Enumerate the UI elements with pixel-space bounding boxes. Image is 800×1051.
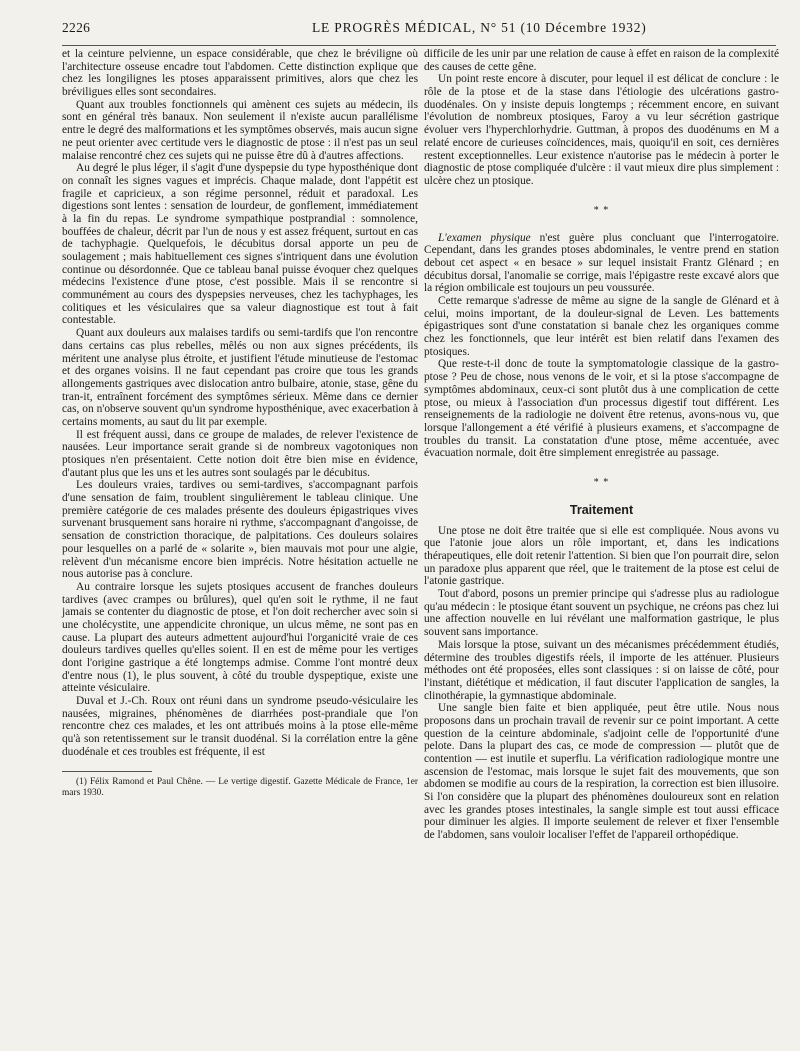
section-heading: Traitement [569,502,634,517]
paragraph: Mais lorsque la ptose, suivant un des mécanismes précédemment étudiés, détermine des troubles digestifs réels, il importe de les atténuer. Plusieurs méthodes ont été proposées, elles sont classiques : si on laisse de côté, pour l'instant, diététique et médication, il faut discuter l'application de sangles, la clinothérapie, la gymnastique abdominale. [424,638,779,702]
header-rule [62,45,776,46]
paragraph: et la ceinture pelvienne, un espace considérable, que chez le bréviligne où l'architecture osseuse encadre tout l'abdomen. Cette distinction explique que chez les longilignes les ptoses apparaissent primitives, alors que chez les bréviligues elles sont secondaires. [62,48,418,99]
paragraph: Au contraire lorsque les sujets ptosiques accusent de franches douleurs tardives (avec crampes ou brûlures), quel qu'en soit le rythme, il ne faut jamais se contenter du diagnostic de ptose, et l'on doit rechercher avec soin si une cholécystite, une appendicite chronique, un ulcus même, ne sont pas en cause. La plupart des auteurs admettent aujourd'hui l'organicité vraie de ces douleurs tardives quelles qu'elles soient. Il en est de même pour les vertiges dont l'origine gastrique a été longtemps admise. Comme l'ont montré deux d'entre nous (1), le plus souvent, à côté du trouble dyspeptique, existe une atteinte vésiculaire. [62,580,418,695]
section-separator: * * [593,476,610,488]
paragraph: Au degré le plus léger, il s'agit d'une dyspepsie du type hyposthénique dont on connaît les signes vagues et imprécis. Chaque malade, dont l'appétit est fragile et capricieux, a son régime personnel, réduit et paradoxal. Les digestions sont lentes : sensation de lourdeur, de gonflement, immédiatement à la fin du repas. Le syndrome sympathique postprandial : somnolence, bouffées de chaleur, décrit par l'un de nous y est assez fréquent, surtout en cas de tachyphagie. Quelquefois, le décubitus dorsal apporte un peu de soulagement ; mais habituellement ces signes s'intriquent dans une évolution continue ou désordonnée. Que ce tableau banal puisse évoquer chez quelques médecins l'existence d'une ptose, c'est possible. Mais il se rencontre si communément au cours des dyspepsies nerveuses, chez les tachyphages, les colitiques et les vésiculaires que sa valeur diagnostique est tout à fait contestable. [62,162,418,327]
paragraph: Tout d'abord, posons un premier principe qui s'adresse plus au radiologue qu'au médecin : le ptosique étant souvent un psychique, ne créons pas chez lui une affection nouvelle en lui révélant une malformation gastrique, le plus souvent sans importance. [424,588,779,639]
paragraph-text: n'est guère plus concluant que l'interrogatoire. Cependant, dans les grandes ptoses abdominales, le ventre prend en station debout cet aspect « en besace » sur lequel insistait Frantz Glénard ; en décubitus dorsal, l'anomalie se corrige, mais l'épigastre reste excavé alors que la région ombilicale est toujours un peu voussurée. [424,231,779,295]
paragraph: Cette remarque s'adresse de même au signe de la sangle de Glénard et à celui, moins important, de la douleur-signal de Leven. Les battements épigastriques sont d'une constatation si banale chez les organiques comme chez les fonctionnels, que leur intérêt est bien relatif dans l'examen des ptosiques. [424,295,779,358]
section-separator: * * [593,204,610,216]
italic-lead: L'examen physique [438,231,531,244]
paragraph: Quant aux douleurs aux malaises tardifs ou semi-tardifs que l'on rencontre dans certains cas plus rebelles, mêlés ou non aux signes précédents, ils méritent une analyse plus étroite, et justifient l'étude minutieuse de l'estomac et des organes voisins. Il ne faut cependant pas croire que tous les grands allongements gastriques avec dislocation antro bulbaire, atonie, stase, gêne du tran-it, entraînent forcément des symptômes sérieux. Même dans ce dernier cas, on n'observe souvent qu'un syndrome hyposthénique, avec exacerbation à certains moments, au saut du lit par exemple. [62,327,418,428]
footnote-rule [62,771,152,772]
paragraph: Que reste-t-il donc de toute la symptomatologie classique de la gastro-ptose ? Peu de chose, nous venons de le voir, et si la ptose s'accompagne de symptômes abdominaux, ceux-ci sont plutôt dus à une complication de cette ptose, ou mieux à l'association d'un processus digestif tout différent. Les renseignements de la radiologie ne doivent être retenus, avons-nous vu, que lorsque l'allongement a été vérifié à plusieurs examens, et s'accompagne de troubles du transit. La constatation d'une ptose, même accentuée, avec évacuation normale, doit être simplement enregistrée au passage. [424,358,779,460]
page-number: 2226 [62,20,91,35]
running-title: LE PROGRÈS MÉDICAL, N° 51 (10 Décembre 1932) [312,20,647,35]
paragraph [424,232,779,295]
paragraph: Les douleurs vraies, tardives ou semi-tardives, s'accompagnant parfois d'une sensation de faim, troublent singulièrement le tableau clinique. Une première catégorie de ces malades présente des douleurs épigastriques vives survenant brusquement sans horaire ni rythme, s'accompagnant d'angoisse, de sensation de constriction thoracique, de palpitations. Ces douleurs solaires pour lesquelles on a parlé de « solarite », bien mauvais mot pour une algie, relèvent d'un mécanisme encore bien imprécis. Notre hésitation actuelle ne nous autorise pas à conclure. [62,479,418,581]
paragraph: Il est fréquent aussi, dans ce groupe de malades, de relever l'existence de nausées. Leur importance serait grande si de nombreux vagotoniques non ptosiques n'en présentaient. Cette notion doit être bien mise en évidence, d'autant plus que les uns et les autres sont soulagés par le décubitus. [62,428,418,479]
paragraph: Un point reste encore à discuter, pour lequel il est délicat de conclure : le rôle de la ptose et de la stase dans l'étiologie des ulcérations gastro-duodénales. On y insiste depuis longtemps ; récemment encore, en suivant l'évolution de nombreux ptosiques, Faroy a vu leur sécrétion gastrique évoluer vers l'hyperchlorhydrie. Guttman, à propos des duodénums en M a relaté encore de curieuses coïncidences, mais, quoiqu'il en soit, ces dernières restent exceptionnelles. Leur existence n'autorise pas le médecin à porter le diagnostic de ptose compliquée d'ulcère : il vaut mieux dire plus simplement : ulcère chez un ptosique. [424,73,779,187]
right-column [424,48,779,842]
paragraph: Une ptose ne doit être traitée que si elle est compliquée. Nous avons vu que l'atonie joue alors un rôle important, et, dans les indications thérapeutiques, elle doit retenir l'attention. Si bien que l'on pourrait dire, selon un paradoxe plus apparent que réel, que le traitement de la ptose est celui de l'atonie gastrique. [424,524,779,588]
paragraph: Quant aux troubles fonctionnels qui amènent ces sujets au médecin, ils sont en général très banaux. Non seulement il n'existe aucun parallélisme entre le degré des malformations et les symptômes observés, mais aucun signe ne peut orienter avec certitude vers le diagnostic de ptose : il n'est pas un seul malaise rencontré chez ces sujets qui ne puisse être dû à d'autres affections. [62,98,418,162]
paragraph: Duval et J.-Ch. Roux ont réuni dans un syndrome pseudo-vésiculaire les nausées, migraines, phénomènes de diarrhées post-prandiale que l'on rencontre chez ces malades, et les ont attribués moins à la ptose elle-même qu'à son retentissement sur le transit duodénal. Si la corrélation entre la gêne duodénale et ces troubles est fréquente, il est [62,695,418,758]
footnote: (1) Félix Ramond et Paul Chêne. — Le vertige digestif. Gazette Médicale de France, 1er mars 1930. [62,776,418,798]
left-column [62,48,418,799]
paragraph: Une sangle bien faite et bien appliquée, peut être utile. Nous nous proposons dans un prochain travail de revenir sur ce point important. A cette question de la ceinture abdominale, s'adjoint celle de l'opportunité d'une pelote. Dans la plupart des cas, ce mode de compression — plutôt que de contention — est inutile et superflu. La vérification radiologique montre une ascension de l'estomac, mais lorsque le sujet fait des mouvements, que son abdomen se modifie au cours de la respiration, la correction est bien illusoire. Si l'on considère que la plupart des phénomènes douloureux sont en relation avec les grandes ptoses intestinales, la sangle simple est tout aussi efficace pour diminuer les algies. Il importe seulement de relever et fixer l'ensemble de l'abdomen, sans vouloir localiser l'effet de l'appareil orthopédique. [424,702,779,842]
page-header [62,20,776,42]
paragraph: difficile de les unir par une relation de cause à effet en raison de la complexité des causes de cette gêne. [424,48,779,73]
